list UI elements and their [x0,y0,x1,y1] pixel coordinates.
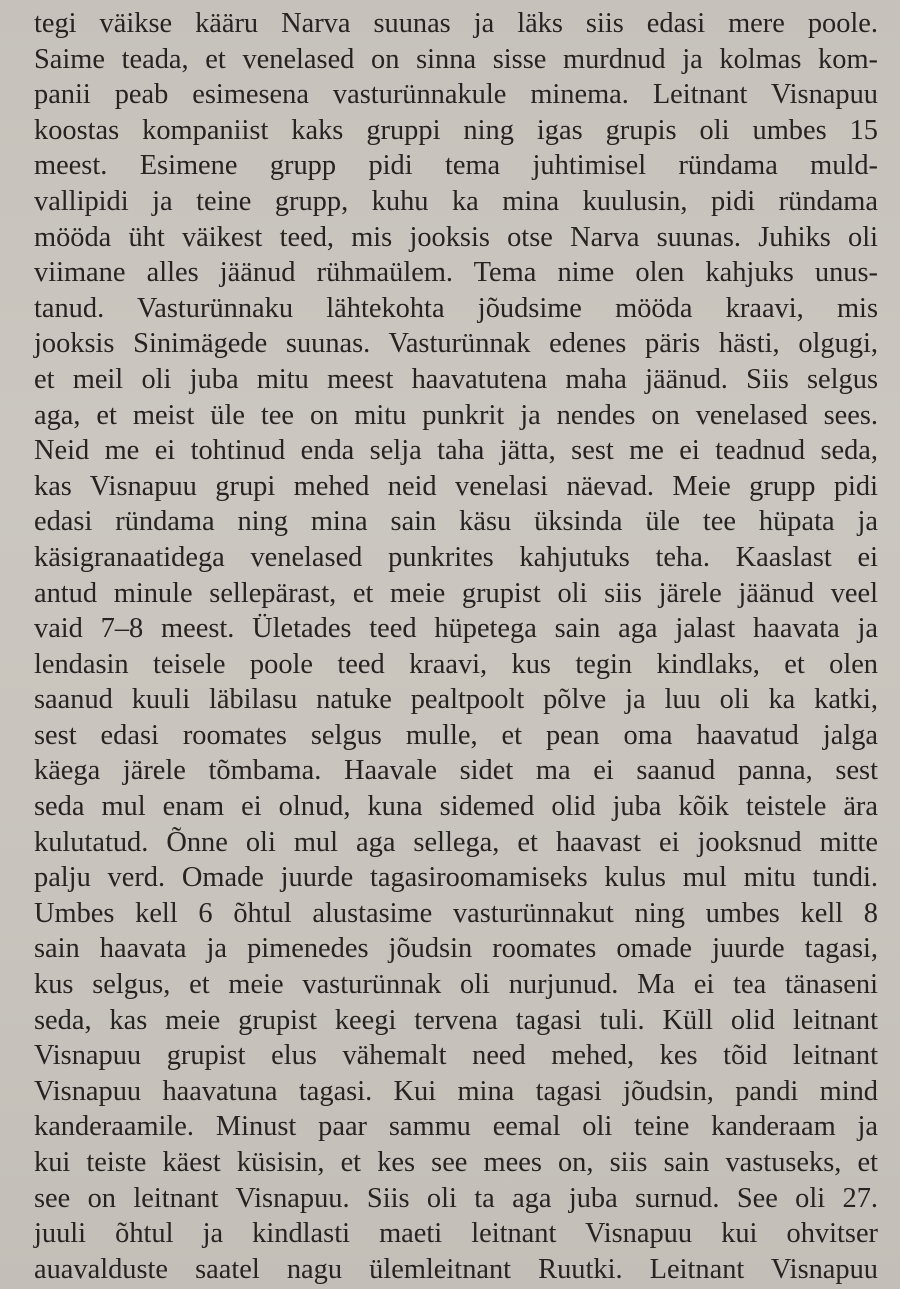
text-line: tanud. Vasturünnaku lähtekohta jõudsime mööda kraavi, mis [34,292,878,324]
text-line: kas Visnapuu grupi mehed neid venelasi näevad. Meie grupp pidi [34,470,878,502]
text-line: Umbes kell 6 õhtul alustasime vasturünnakut ning umbes kell 8 [34,897,878,929]
text-line: Visnapuu haavatuna tagasi. Kui mina tagasi jõudsin, pandi mind [34,1075,878,1107]
text-line: meest. Esimene grupp pidi tema juhtimisel ründama muld- [34,150,878,182]
text-line: aga, et meist üle tee on mitu punkrit ja nendes on venelased sees. [34,399,878,431]
text-line: seda, kas meie grupist keegi tervena tagasi tuli. Küll olid leitnant [34,1004,878,1036]
text-line: Visnapuu grupist elus vähemalt need mehed, kes tõid leitnant [34,1040,878,1072]
text-line: mööda üht väikest teed, mis jooksis otse Narva suunas. Juhiks oli [34,221,878,253]
text-line: lendasin teisele poole teed kraavi, kus tegin kindlaks, et olen [34,648,878,680]
text-line: koostas kompaniist kaks gruppi ning igas grupis oli umbes 15 [34,114,878,146]
text-line: palju verd. Omade juurde tagasiroomamiseks kulus mul mitu tundi. [34,862,878,894]
text-line: tegi väikse kääru Narva suunas ja läks siis edasi mere poole. [34,8,878,39]
text-line: et meil oli juba mitu meest haavatutena maha jäänud. Siis selgus [34,363,878,395]
text-line: kulutatud. Õnne oli mul aga sellega, et haavast ei jooksnud mitte [34,826,878,858]
text-line: Saime teada, et venelased on sinna sisse murdnud ja kolmas kom- [34,43,878,75]
text-line: käega järele tõmbama. Haavale sidet ma ei saanud panna, sest [34,755,878,787]
text-line: panii peab esimesena vasturünnakule minema. Leitnant Visnapuu [34,79,878,111]
text-line: käsigranaatidega venelased punkrites kahjutuks teha. Kaaslast ei [34,541,878,573]
text-line: Neid me ei tohtinud enda selja taha jätta, sest me ei teadnud seda, [34,435,878,467]
text-line: seda mul enam ei olnud, kuna sidemed olid juba kõik teistele ära [34,791,878,823]
text-line: kus selgus, et meie vasturünnak oli nurjunud. Ma ei tea tänaseni [34,969,878,1001]
text-line: juuli õhtul ja kindlasti maeti leitnant Visnapuu kui ohvitser [34,1218,878,1250]
text-line: auavalduste saatel nagu ülemleitnant Ruutki. Leitnant Visnapuu [34,1253,878,1285]
text-line: sain haavata ja pimenedes jõudsin roomates omade juurde tagasi, [34,933,878,965]
body-text [34,6,878,1287]
text-line: jooksis Sinimägede suunas. Vasturünnak edenes päris hästi, olgugi, [34,328,878,360]
text-line: vallipidi ja teine grupp, kuhu ka mina kuulusin, pidi ründama [34,185,878,217]
text-line: vaid 7–8 meest. Ületades teed hüpetega sain aga jalast haavata ja [34,613,878,645]
text-line: kanderaamile. Minust paar sammu eemal oli teine kanderaam ja [34,1111,878,1143]
text-line: viimane alles jäänud rühmaülem. Tema nime olen kahjuks unus- [34,257,878,289]
text-line: saanud kuuli läbilasu natuke pealtpoolt põlve ja luu oli ka katki, [34,684,878,716]
text-line: kui teiste käest küsisin, et kes see mees on, siis sain vastuseks, et [34,1147,878,1178]
text-line: edasi ründama ning mina sain käsu üksinda üle tee hüpata ja [34,506,878,538]
text-line: sest edasi roomates selgus mulle, et pean oma haavatud jalga [34,719,878,751]
text-line: see on leitnant Visnapuu. Siis oli ta aga juba surnud. See oli 27. [34,1182,878,1214]
text-line: antud minule sellepärast, et meie grupist oli siis järele jäänud veel [34,577,878,609]
